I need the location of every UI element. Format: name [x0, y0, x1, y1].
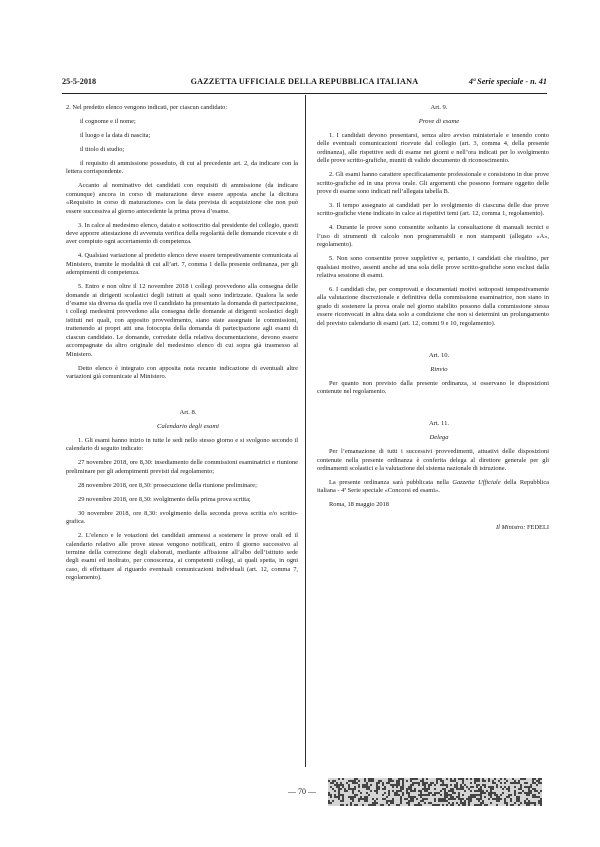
paragraph: il cognome e il nome; — [80, 118, 136, 125]
place-date: Roma, 18 maggio 2018 — [329, 501, 389, 509]
text-run: La presente ordinanza sarà pubblicata nella — [329, 478, 453, 486]
gazzetta-name: Gazzetta Ufficiale — [452, 478, 501, 486]
paragraph — [317, 479, 549, 496]
paragraph: 1. Gli esami hanno inizio in tutte le sedi nello stesso giorno e si svolgono secondo il calendario di seguito indicato: — [66, 436, 298, 453]
column-divider — [305, 95, 306, 767]
qr-code-stamp — [328, 778, 542, 806]
paragraph: 2. Nel predetto elenco vengono indicati, per ciascun candidato: — [66, 104, 228, 111]
paragraph: Accanto al nominativo dei candidati con requisiti di ammissione (da indicare comunque) ancora in corso di maturazione deve essere apposta anche la dicitura «Requisito in corso di maturazione» con la data prevista di acquisizione che non può essere successiva al giorno antecedente la prima prova d’esame. — [66, 182, 298, 215]
paragraph: il titolo di studio; — [80, 146, 125, 153]
article-title: Calendario degli esami — [157, 422, 219, 430]
paragraph: il requisito di ammissione posseduto, di cui al precedente art. 2, da indicare con la lettera corrispondente. — [66, 160, 298, 176]
right-column — [317, 104, 549, 532]
paragraph: 1. I candidati devono presentarsi, senza altro avviso ministeriale e tenendo conto delle eventuali comunicazioni ricevute dal collegio (art. 3, comma 4, della presente ordinanza), alle rispettive sedi di esame nei giorni e nell’ora indicati per lo svolgimento delle prove scritto-grafiche, muniti di valido documento di riconoscimento. — [317, 132, 549, 165]
paragraph: 4. Qualsiasi variazione al predetto elenco deve essere tempestivamente comunicata al Ministero, tramite le modalità di cui all’art. 7, comma 1 della presente ordinanza, per gli adempimenti di competenza. — [66, 252, 298, 277]
signature-role: Il Ministro: — [495, 523, 527, 531]
paragraph: 3. In calce al medesimo elenco, datato e sottoscritto dal presidente del collegio, questi deve apporre attestazione di avvenuta verifica della regolarità delle domande ricevute e di aver compiuto ogni accertamento di competenza. — [66, 221, 298, 246]
article-heading: Art. 9. — [430, 104, 448, 111]
paragraph: il luogo e la data di nascita; — [80, 132, 151, 139]
paragraph: 28 novembre 2018, ore 8,30: prosecuzione della riunione preliminare; — [78, 481, 257, 489]
header-date: 25-5-2018 — [62, 77, 97, 86]
paragraph: 6. I candidati che, per comprovati e documentati motivi sottoposti tempestivamente alla valutazione discrezionale e definitiva della commissione esaminatrice, non siano in grado di sostenere la prova orale nel giorno stabilito possono dalla commissione stessa essere riconvocati in altra data solo a condizione che non si determini un prolungamento del previsto calendario di esami (art. 12, commi 9 e 10, regolamento). — [317, 286, 549, 327]
page-header — [62, 77, 547, 91]
left-column — [66, 104, 298, 588]
paragraph: 2. Gli esami hanno carattere specificatamente professionale e consistono in due prove scritto-grafiche ed in una prova orale. Gli argomenti che possono formare oggetto delle prove di esame sono indicati nell’allegata tabella B. — [317, 171, 549, 196]
paragraph: 4. Durante le prove sono consentite soltanto la consultazione di manuali tecnici e l’uso di strumenti di calcolo non programmabili e non stampanti (allegato «A», regolamento). — [317, 224, 549, 249]
article-heading: Art. 10. — [428, 351, 450, 359]
header-rule — [62, 93, 547, 94]
article-title: Delega — [429, 434, 449, 442]
paragraph: 30 novembre 2018, ore 8,30: svolgimento della seconda prova scritta e/o scritto-grafica. — [66, 509, 298, 526]
article-heading: Art. 8. — [179, 408, 197, 416]
paragraph: 3. Il tempo assegnato ai candidati per lo svolgimento di ciascuna delle due prove scritto-grafiche viene indicato in calce ai rispettivi temi (art. 12, comma 1, regolamento). — [317, 202, 549, 218]
paragraph: Detto elenco è integrato con apposita nota recante indicazione di eventuali altre variazioni già comunicate al Ministero. — [66, 364, 298, 380]
paragraph: 5. Non sono consentite prove suppletive e, pertanto, i candidati che risultino, per qualsiasi motivo, assenti anche ad una sola delle prove scritto-grafiche sono esclusi dalla relativa sessione di esami. — [317, 255, 549, 280]
page-number: — 70 — — [288, 787, 316, 796]
header-series: 4ª Serie speciale - n. 41 — [468, 77, 547, 86]
paragraph: 27 novembre 2018, ore 8,30: insediamento delle commissioni esaminatrici e riunione preliminare per gli adempimenti previsti dal regolamento; — [66, 459, 298, 475]
signature — [317, 524, 549, 532]
text-run: della Repubblica italiana - 4ª Serie speciale «Concorsi ed esami». — [317, 478, 549, 495]
paragraph: 5. Entro e non oltre il 12 novembre 2018 i collegi provvedono alla consegna delle domande ai dirigenti scolastici degli istituti ai quali sono indirizzate. Qualora la sede d’esame sia diversa da quella ove il candidato ha presentato la domanda di partecipazione, i collegi medesimi provvedono alla consegna delle domande ai dirigenti scolastici degli istituti nei quali, con apposito provvedimento, siano state assegnate le commissioni, trattenendo ai propri atti una fotocopia della domanda di partecipazione agli esami di ciascun candidato. Le domande, corredate della relativa documentazione, devono essere accompagnate da altro originale del medesimo elenco di cui sopra già trasmesso al Ministero. — [66, 283, 298, 358]
scan-noise — [40, 817, 410, 829]
paragraph: 2. L’elenco e le votazioni dei candidati ammessi a sostenere le prove orali ed il calendario relativo alle prove stesse vengono notificati, entro il giorno successivo al termine della correzione degli elaborati, mediante affissione all’albo dell’istituto sede degli esami ed inoltrato, per conoscenza, ai competenti collegi, ai quali spetta, in ogni caso, di effettuare al riguardo eventuali comunicazioni individuali (art. 12, comma 7, regolamento). — [66, 532, 298, 582]
article-title: Prove di esame — [418, 118, 460, 125]
paragraph: Per l’emanazione di tutti i successivi provvedimenti, attuativi delle disposizioni contenute nella presente ordinanza è conferita delega al direttore generale per gli ordinamenti scolastici e la valutazione del sistema nazionale di istruzione. — [317, 448, 549, 472]
paragraph: 29 novembre 2018, ore 8,30: svolgimento della prima prova scritta; — [78, 495, 251, 503]
article-heading: Art. 11. — [428, 420, 450, 428]
header-title: GAZZETTA UFFICIALE DELLA REPUBBLICA ITALIANA — [190, 77, 419, 86]
signature-name: FEDELI — [526, 523, 549, 531]
article-title: Rinvio — [430, 365, 448, 373]
paragraph: Per quanto non previsto dalla presente ordinanza, si osservano le disposizioni contenute nel regolamento. — [317, 379, 549, 396]
